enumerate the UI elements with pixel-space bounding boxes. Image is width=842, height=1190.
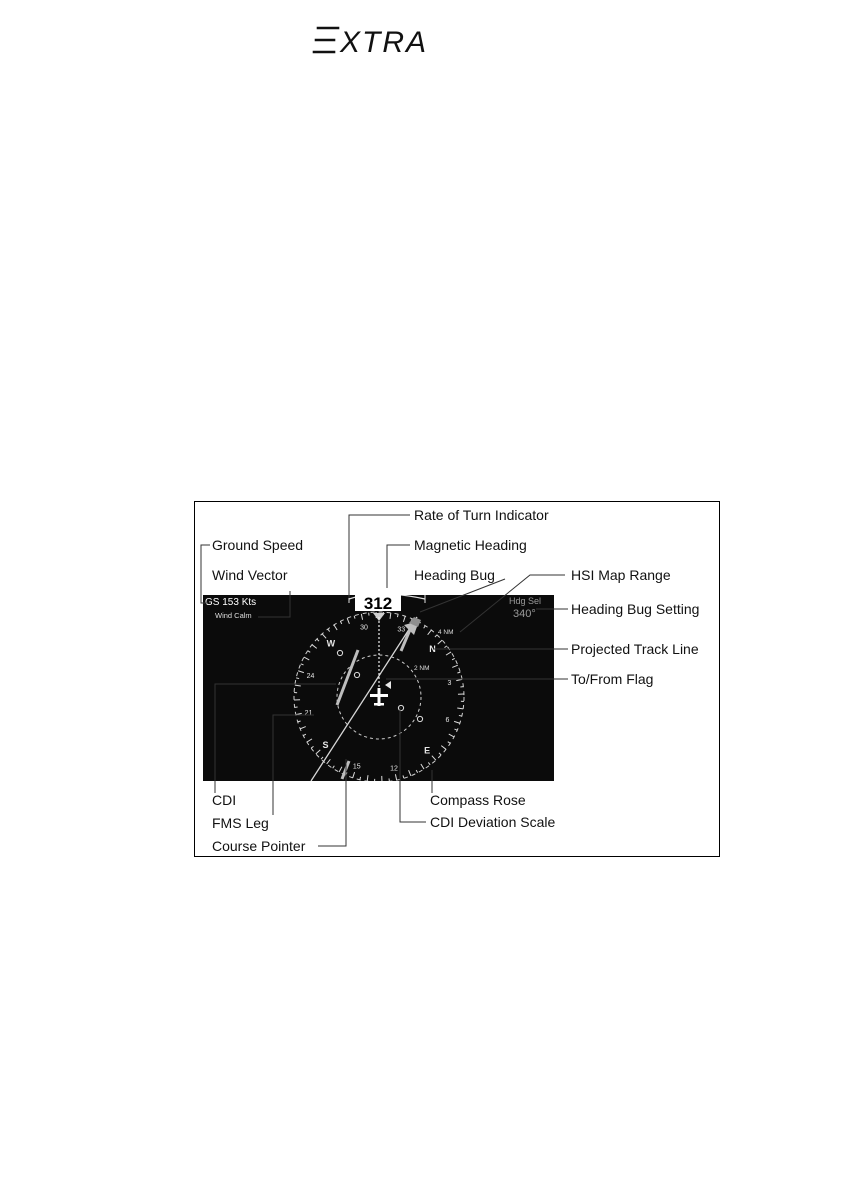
compass-tick (334, 625, 337, 630)
compass-tick (454, 721, 460, 723)
compass-tick (312, 645, 317, 649)
compass-label: 24 (306, 672, 315, 680)
compass-tick (449, 734, 454, 737)
compass-tick (333, 766, 335, 769)
compass-tick (428, 762, 430, 764)
compass-label: 30 (360, 624, 368, 632)
compass-tick (452, 665, 458, 667)
label-rate-of-turn: Rate of Turn Indicator (414, 507, 549, 523)
compass-tick (390, 613, 391, 619)
compass-tick (395, 774, 396, 780)
compass-tick (301, 664, 304, 665)
compass-tick (353, 772, 355, 778)
cdi-dot (398, 705, 403, 710)
compass-tick (317, 639, 319, 641)
compass-tick (403, 616, 405, 622)
label-course-pointer: Course Pointer (212, 838, 306, 854)
compass-tick (303, 734, 306, 735)
hdg-sel-value: 340° (513, 608, 536, 620)
label-compass-rose: Compass Rose (430, 792, 526, 808)
compass-tick (298, 721, 301, 722)
compass-label: 21 (304, 709, 313, 717)
extra-logo (310, 20, 440, 60)
compass-tick (397, 614, 398, 617)
wind-text: Wind Calm (215, 611, 252, 620)
cdi-dot (354, 672, 359, 677)
course-pointer-tail (342, 761, 349, 779)
label-ground-speed: Ground Speed (212, 537, 304, 553)
compass-tick (457, 708, 463, 709)
compass-tick (367, 775, 368, 781)
label-cdi-deviation-scale: CDI Deviation Scale (430, 814, 556, 830)
compass-label: 12 (390, 765, 398, 773)
compass-tick (347, 618, 349, 624)
compass-label: 33 (397, 626, 406, 634)
compass-label: 6 (445, 717, 450, 725)
compass-tick (424, 626, 426, 629)
compass-label: W (326, 638, 336, 649)
compass-tick (446, 652, 451, 655)
compass-tick (300, 727, 306, 729)
compass-tick (308, 651, 311, 653)
compass-tick (448, 742, 451, 744)
compass-tick (298, 671, 304, 673)
aircraft-symbol (370, 688, 388, 706)
compass-tick (354, 616, 355, 619)
compass-tick (311, 746, 313, 748)
compass-tick (307, 739, 312, 742)
hdg-sel-title: Hdg Sel (509, 596, 542, 606)
compass-tick (327, 759, 331, 764)
compass-tick (454, 729, 457, 730)
compass-tick (296, 678, 299, 679)
compass-tick (421, 764, 424, 769)
compass-tick (328, 629, 330, 631)
compass-label: S (322, 740, 329, 751)
compass-tick (316, 750, 320, 754)
compass-tick (438, 640, 442, 644)
compass-tick (439, 753, 441, 755)
cdi-dot (417, 716, 422, 721)
compass-tick (428, 630, 432, 635)
compass-tick (296, 713, 302, 714)
to-from-flag (385, 681, 391, 689)
compass-tick (459, 715, 462, 716)
compass-label: 3 (447, 680, 452, 688)
compass-tick (457, 672, 460, 673)
compass-tick (361, 614, 362, 620)
label-cdi: CDI (212, 792, 237, 808)
compass-tick (452, 658, 455, 659)
compass-tick (441, 746, 446, 750)
compass-tick (339, 767, 342, 772)
compass-label: E (424, 745, 431, 756)
range-outer-text: 4 NM (438, 629, 454, 636)
compass-tick (360, 777, 361, 780)
label-heading-bug-setting: Heading Bug Setting (571, 601, 700, 617)
compass-tick (432, 756, 436, 760)
compass-tick (403, 775, 404, 778)
compass-tick (322, 634, 326, 638)
label-magnetic-heading: Magnetic Heading (414, 537, 527, 553)
label-heading-bug: Heading Bug (414, 567, 495, 583)
compass-tick (321, 757, 323, 759)
label-projected-track-line: Projected Track Line (571, 641, 699, 657)
compass-tick (416, 770, 417, 773)
cdi-needle (337, 650, 358, 705)
hsi-display (203, 595, 554, 781)
logo-text: XTRA (340, 26, 429, 59)
compass-tick (304, 657, 309, 660)
label-hsi-map-range: HSI Map Range (571, 567, 671, 583)
range-inner-text: 2 NM (414, 665, 430, 672)
hsi-graphics (203, 595, 554, 781)
magnetic-heading-readout: 312 (363, 595, 393, 613)
compass-label: 15 (352, 763, 361, 771)
compass-tick (444, 646, 446, 648)
compass-tick (295, 685, 301, 686)
label-to-from-flag: To/From Flag (571, 671, 654, 687)
compass-tick (456, 679, 462, 680)
label-fms-leg: FMS Leg (212, 815, 269, 831)
compass-tick (409, 770, 411, 776)
compass-label: N (429, 643, 436, 654)
ground-speed-text: GS 153 Kts (205, 597, 257, 608)
compass-tick (340, 621, 341, 624)
compass-tick (435, 635, 437, 637)
cdi-dot (337, 650, 342, 655)
label-wind-vector: Wind Vector (212, 567, 288, 583)
